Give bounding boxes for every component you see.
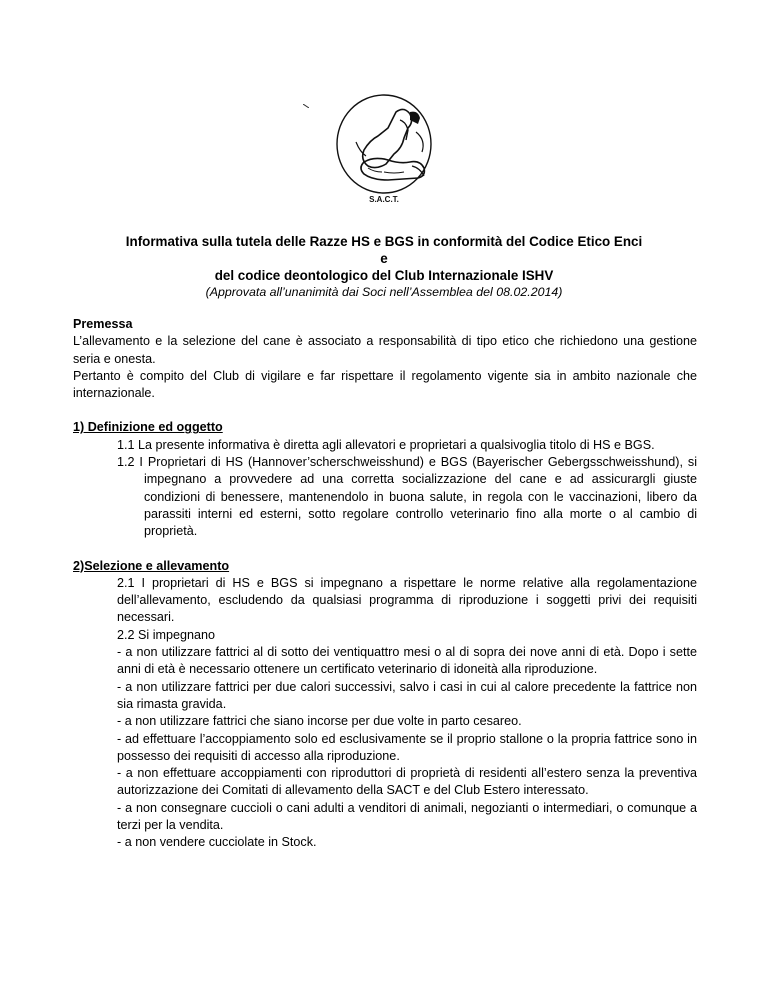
premessa-paragraph-1: L’allevamento e la selezione del cane è associato a responsabilità di tipo etico che richiedono una gestione seria e onesta. bbox=[73, 334, 697, 366]
rule-item: - a non utilizzare fattrici al di sotto dei ventiquattro mesi o al di sopra dei nove anni di età. Dopo i sette anni di età è necessario ottenere un certificato veterinario di idoneità alla riproduzione. bbox=[117, 645, 697, 677]
rule-item: - a non vendere cucciolate in Stock. bbox=[117, 835, 317, 850]
section-1-item: 1.2 I Proprietari di HS (Hannover’scherschweisshund) e BGS (Bayerischer Gebergsschweisshund), si impegnano a provvedere ad una corretta socializzazione del cane e ad assicurargli giuste condizioni di benessere, mantenendolo in buona salute, in regola con le vaccinazioni, libero da parassiti interni ed esterni, sotto regolare controllo veterinario fino alla morte o al cambio di proprietà. bbox=[117, 455, 697, 539]
stray-mark bbox=[303, 97, 309, 101]
rule-item: - ad effettuare l’accoppiamento solo ed esclusivamente se il proprio stallone o la propria fattrice sono in possesso dei requisiti di accesso alla riproduzione. bbox=[117, 731, 697, 763]
rule-item: - a non consegnare cuccioli o cani adulti a venditori di animali, negozianti o intermediari, o comunque a terzi per la vendita. bbox=[117, 800, 697, 833]
logo-caption: S.A.C.T. bbox=[369, 195, 399, 204]
document-header bbox=[0, 233, 768, 301]
section-1-item: 1.1 La presente informativa è diretta agli allevatori e proprietari a qualsivoglia titolo di HS e BGS. bbox=[117, 437, 655, 452]
premessa-paragraph-2: Pertanto è compito del Club di vigilare e far rispettare il regolamento vigente sia in ambito nazionale che internazionale. bbox=[73, 368, 697, 401]
document-body bbox=[73, 316, 697, 852]
rule-item: - a non utilizzare fattrici per due calori successivi, salvo i casi in cui al calore precedente la fattrice non sia rimasta gravida. bbox=[117, 679, 697, 711]
section-2-heading: 2)Selezione e allevamento bbox=[73, 558, 230, 573]
rule-item: - a non effettuare accoppiamenti con riproduttori di proprietà di residenti all’estero senza la preventiva autorizzazione dei Comitati di allevamento della SACT e del Club Estero interessato. bbox=[117, 766, 697, 798]
section-2-paragraph-2-2: 2.2 Si impegnano bbox=[117, 627, 216, 642]
approval-subtitle: (Approvata all’unanimità dai Soci nell’Assemblea del 08.02.2014) bbox=[205, 285, 563, 299]
title-line-1: Informativa sulla tutela delle Razze HS e BGS in conformità del Codice Etico Enci bbox=[125, 234, 643, 249]
section-2-paragraph-2-1: 2.1 I proprietari di HS e BGS si impegnano a rispettare le norme relative alla regolamentazione dell’allevamento, escludendo da qualsiasi programma di riproduzione i soggetti privi dei requisiti necessari. bbox=[117, 575, 697, 625]
rule-item: - a non utilizzare fattrici che siano incorse per due volte in parto cesareo. bbox=[117, 714, 522, 729]
title-line-2: e bbox=[380, 251, 388, 266]
dog-logo-icon bbox=[328, 92, 446, 212]
section-1-heading: 1) Definizione ed oggetto bbox=[73, 420, 223, 435]
title-line-3: del codice deontologico del Club Internazionale ISHV bbox=[214, 268, 554, 283]
club-logo bbox=[328, 92, 446, 212]
premessa-heading: Premessa bbox=[73, 317, 133, 331]
